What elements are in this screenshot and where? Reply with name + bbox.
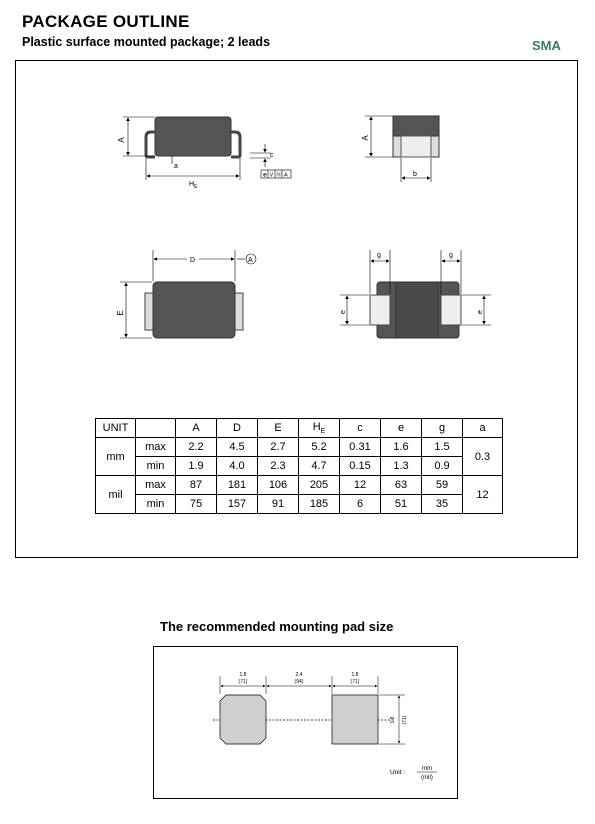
row-label: min bbox=[136, 495, 176, 514]
value-cell: 1.6 bbox=[381, 438, 422, 457]
dim-label-He: $H_E$ bbox=[189, 181, 198, 190]
left-lead bbox=[146, 132, 155, 157]
value-cell: 157 bbox=[217, 495, 258, 514]
left-pad-bottom bbox=[370, 295, 390, 325]
dim-label-g-left: g bbox=[377, 252, 381, 259]
right-lead bbox=[231, 132, 240, 157]
value-cell: 5.2 bbox=[299, 438, 340, 457]
package-body-side bbox=[155, 117, 231, 156]
row-label: max bbox=[136, 476, 176, 495]
header-cell: $H_E$ bbox=[299, 419, 340, 438]
row-label: min bbox=[136, 457, 176, 476]
bottom-view-drawing bbox=[340, 250, 491, 338]
package-body-end bbox=[393, 116, 439, 136]
dim-label-g-right: g bbox=[449, 252, 453, 259]
value-cell: 0.9 bbox=[422, 457, 463, 476]
value-cell: 87 bbox=[176, 476, 217, 495]
pad-gap-mm: 2.4 bbox=[295, 672, 303, 678]
table-row bbox=[96, 438, 503, 457]
value-cell: 63 bbox=[381, 476, 422, 495]
value-cell: 4.5 bbox=[217, 438, 258, 457]
value-cell: 4.0 bbox=[217, 457, 258, 476]
pad-height-mil: (71) bbox=[402, 715, 408, 725]
value-cell-a: 12 bbox=[463, 476, 503, 514]
value-cell: 59 bbox=[422, 476, 463, 495]
value-cell: 0.31 bbox=[340, 438, 381, 457]
svg-text:V: V bbox=[269, 172, 274, 179]
value-cell: 35 bbox=[422, 495, 463, 514]
dim-label-a: a bbox=[174, 163, 178, 170]
header-cell: A bbox=[176, 419, 217, 438]
dim-label-E: E bbox=[116, 310, 125, 316]
value-cell: 91 bbox=[258, 495, 299, 514]
dim-label-A: A bbox=[117, 137, 126, 143]
pad-height-mm: 1.8 bbox=[390, 716, 396, 724]
value-cell: 1.5 bbox=[422, 438, 463, 457]
left-mounting-pad bbox=[220, 695, 266, 744]
svg-text:⊕: ⊕ bbox=[262, 172, 268, 179]
value-cell: 51 bbox=[381, 495, 422, 514]
right-pad-bottom bbox=[441, 295, 461, 325]
value-cell: 1.3 bbox=[381, 457, 422, 476]
row-label: max bbox=[136, 438, 176, 457]
unit-denominator: (mil) bbox=[421, 775, 433, 781]
value-cell: 4.7 bbox=[299, 457, 340, 476]
header-cell: g bbox=[422, 419, 463, 438]
dimension-table bbox=[95, 418, 503, 514]
end-view-drawing bbox=[361, 116, 439, 182]
header-cell: UNIT bbox=[96, 419, 136, 438]
header-cell: e bbox=[381, 419, 422, 438]
table-row bbox=[96, 495, 503, 514]
value-cell: 1.9 bbox=[176, 457, 217, 476]
mounting-pad-heading: The recommended mounting pad size bbox=[160, 619, 394, 634]
value-cell: 205 bbox=[299, 476, 340, 495]
unit-cell: mm bbox=[96, 438, 136, 476]
package-body-top bbox=[153, 282, 235, 338]
dim-label-c: c bbox=[270, 152, 274, 159]
value-cell: 106 bbox=[258, 476, 299, 495]
value-cell: 12 bbox=[340, 476, 381, 495]
dim-label-b: b bbox=[413, 171, 417, 178]
mounting-pad-drawing bbox=[153, 646, 458, 799]
dim-label-e-right: e bbox=[477, 310, 484, 314]
value-cell: 2.7 bbox=[258, 438, 299, 457]
pad-width-mm: 1.8 bbox=[351, 672, 359, 678]
page-title: PACKAGE OUTLINE bbox=[22, 12, 190, 31]
value-cell: 75 bbox=[176, 495, 217, 514]
svg-text:Ⓜ: Ⓜ bbox=[276, 172, 282, 179]
page-subtitle: Plastic surface mounted package; 2 leads bbox=[22, 35, 271, 49]
table-row bbox=[96, 457, 503, 476]
dim-label-A-end: A bbox=[361, 135, 370, 141]
header-cell: a bbox=[463, 419, 503, 438]
value-cell: 185 bbox=[299, 495, 340, 514]
value-cell: 6 bbox=[340, 495, 381, 514]
header-cell: E bbox=[258, 419, 299, 438]
tolerance-frame bbox=[261, 170, 291, 179]
top-view-drawing bbox=[116, 250, 256, 338]
unit-cell: mil bbox=[96, 476, 136, 514]
svg-text:A: A bbox=[284, 172, 288, 179]
right-mounting-pad bbox=[332, 695, 378, 744]
pad-width-mm: 1.8 bbox=[239, 672, 247, 678]
package-code: SMA bbox=[532, 38, 561, 53]
unit-numerator: mm bbox=[422, 766, 432, 772]
value-cell: 2.3 bbox=[258, 457, 299, 476]
value-cell: 0.15 bbox=[340, 457, 381, 476]
value-cell-a: 0.3 bbox=[463, 438, 503, 476]
header-cell bbox=[136, 419, 176, 438]
unit-label: Unit : bbox=[390, 769, 406, 776]
header-cell: D bbox=[217, 419, 258, 438]
dim-label-D: D bbox=[190, 257, 196, 264]
value-cell: 181 bbox=[217, 476, 258, 495]
dim-label-e-left: e bbox=[340, 310, 347, 314]
datum-label: A bbox=[248, 257, 253, 264]
pad-width-mil: (71) bbox=[238, 679, 248, 685]
table-row bbox=[96, 476, 503, 495]
value-cell: 2.2 bbox=[176, 438, 217, 457]
header-cell: c bbox=[340, 419, 381, 438]
table-header-row bbox=[96, 419, 503, 438]
pad-width-mil: (71) bbox=[350, 679, 360, 685]
pad-gap-mil: (94) bbox=[294, 679, 304, 685]
side-view-drawing bbox=[117, 117, 291, 190]
